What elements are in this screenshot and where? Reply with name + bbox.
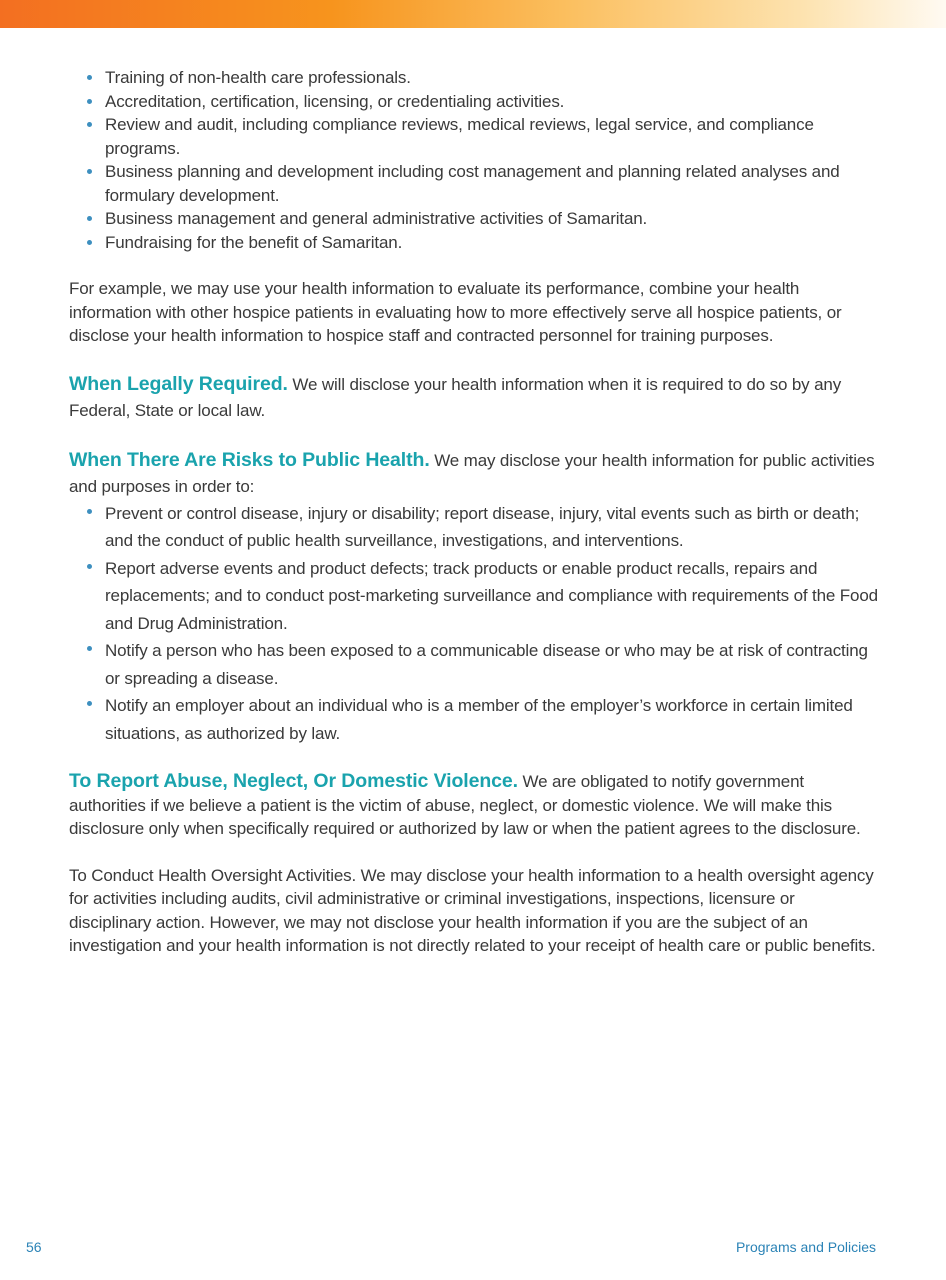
list-item: Notify an employer about an individual who is a member of the employer’s workforce in certain limited situations, as authorized by law. [86,692,881,747]
section-public-health [69,447,881,748]
bullet-icon [87,169,92,174]
list-item: Report adverse events and product defects; track products or enable product recalls, repairs and replacements; and to conduct post-marketing surveillance and compliance with requirements of the Food and Drug Administration. [86,555,881,638]
bullet-icon [87,75,92,80]
section-health-oversight [69,864,881,958]
list-item: Business management and general administrative activities of Samaritan. [86,207,881,231]
bullet-icon [87,99,92,104]
list-item: Notify a person who has been exposed to a communicable disease or who may be at risk of contracting or spreading a disease. [86,637,881,692]
section-heading: When Legally Required. [69,372,288,395]
public-health-bullet-list [69,500,881,748]
list-item: Accreditation, certification, licensing, or credentialing activities. [86,90,881,114]
section-legally-required [69,371,881,424]
bullet-icon [87,509,92,514]
section-heading: When There Are Risks to Public Health. [69,448,430,471]
page-content [69,66,881,958]
bullet-icon [87,646,92,651]
bullet-icon [87,240,92,245]
list-item: Fundraising for the benefit of Samaritan. [86,231,881,255]
list-item: Prevent or control disease, injury or disability; report disease, injury, vital events such as birth or death; and the conduct of public health surveillance, investigations, and interventions. [86,500,881,555]
section-body: We are obligated to notify government authorities if we believe a patient is the victim of abuse, neglect, or domestic violence. We will make this disclosure only when specifically required or authorized by law or when the patient agrees to the disclosure. [69,772,861,838]
page-number: 56 [26,1239,42,1255]
list-item: Training of non-health care professionals. [86,66,881,90]
section-body: We may disclose your health information for public activities and purposes in order to: [69,450,875,496]
bullet-icon [87,216,92,221]
footer-section-title: Programs and Policies [735,1239,876,1255]
section-abuse-neglect [69,770,881,841]
header-gradient-band [0,0,946,28]
list-item: Business planning and development including cost management and planning related analyses and formulary development. [86,160,881,207]
example-paragraph: For example, we may use your health information to evaluate its performance, combine your health information with other hospice patients in evaluating how to more effectively serve all hospice patients, or disclose your health information to hospice staff and contracted personnel for training purposes. [69,279,842,345]
list-item: Review and audit, including compliance reviews, medical reviews, legal service, and compliance programs. [86,113,881,160]
section-heading: To Report Abuse, Neglect, Or Domestic Violence. [69,770,518,792]
intro-bullet-list [69,66,881,254]
section-body: We will disclose your health information when it is required to do so by any Federal, State or local law. [69,374,842,420]
bullet-icon [87,564,92,569]
section-body: To Conduct Health Oversight Activities. We may disclose your health information to a health oversight agency for activities including audits, civil administrative or criminal investigations, inspections, licensure or disciplinary action. However, we may not disclose your health information if you are the subject of an investigation and your health information is not directly related to your receipt of health care or public benefits. [69,865,876,955]
bullet-icon [87,122,92,127]
bullet-icon [87,701,92,706]
